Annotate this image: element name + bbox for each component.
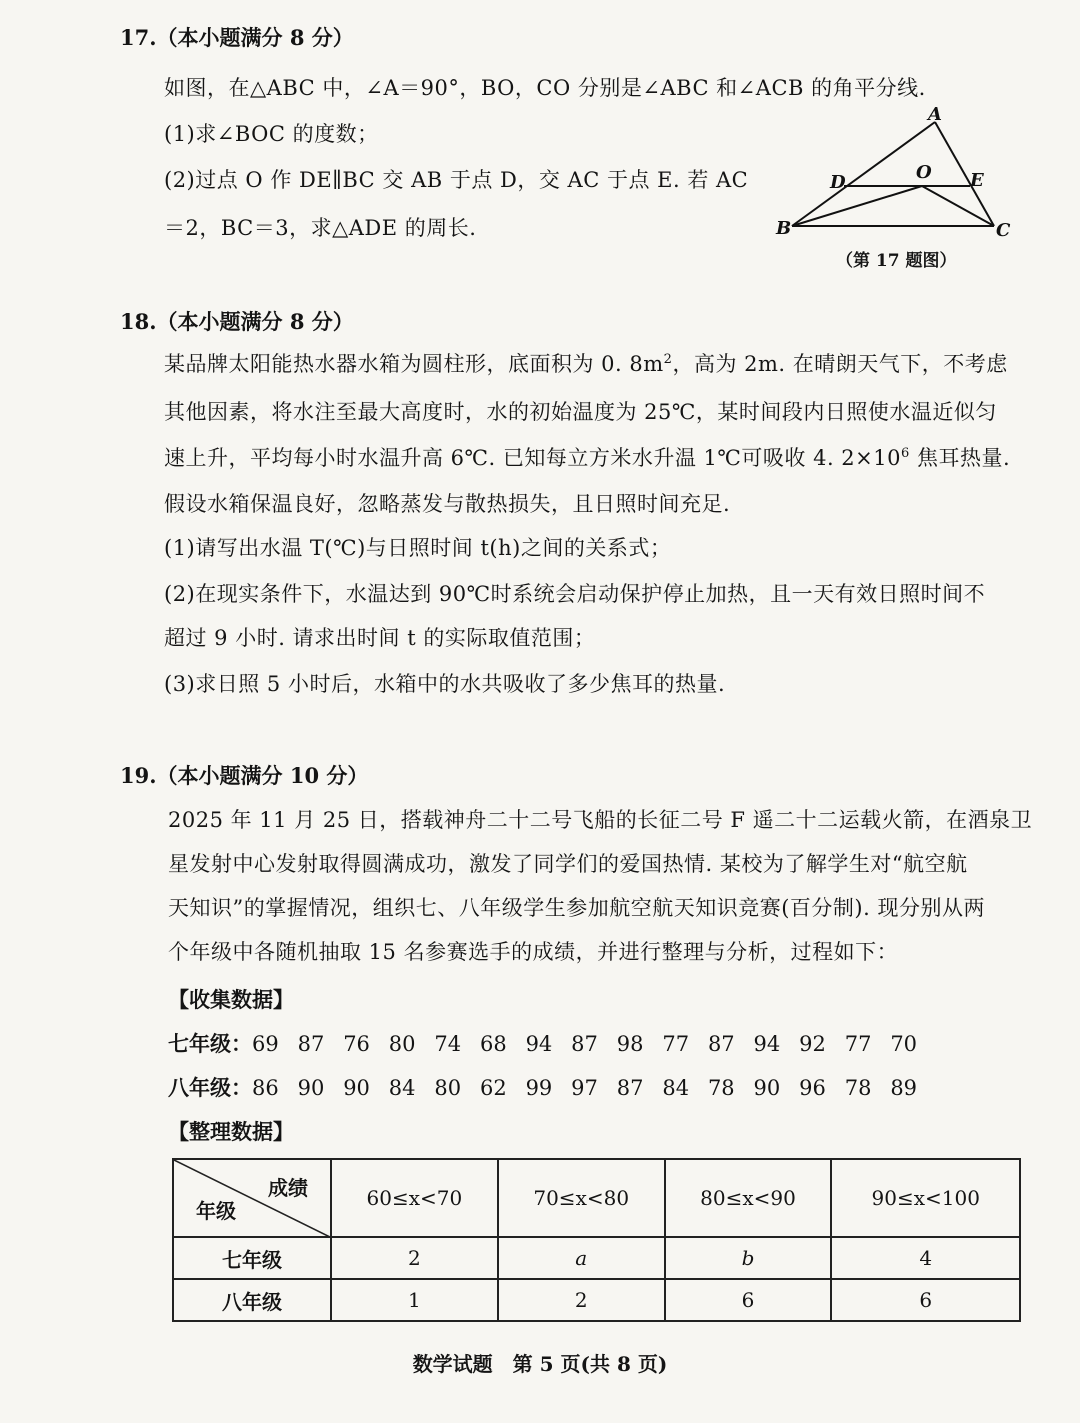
table-row bbox=[173, 1237, 1020, 1279]
table-corner-cell bbox=[173, 1159, 331, 1237]
q19-header: 19.（本小题满分 10 分） bbox=[120, 763, 369, 788]
grade7-scores-row bbox=[168, 1028, 936, 1058]
score-value: 74 bbox=[434, 1032, 462, 1056]
score-value: 86 bbox=[252, 1076, 279, 1100]
page-footer: 数学试题 第 5 页(共 8 页) bbox=[412, 1352, 668, 1376]
table-cell: b bbox=[665, 1237, 832, 1279]
score-value: 89 bbox=[890, 1076, 918, 1100]
column-header: 60≤x<70 bbox=[331, 1159, 498, 1237]
column-header: 70≤x<80 bbox=[498, 1159, 665, 1237]
q17-line-4: ＝2，BC＝3，求△ADE 的周长. bbox=[164, 216, 477, 240]
score-value: 87 bbox=[571, 1032, 598, 1056]
q19-line-4: 个年级中各随机抽取 15 名参赛选手的成绩，并进行整理与分析，过程如下： bbox=[168, 940, 899, 964]
score-value: 94 bbox=[753, 1032, 781, 1056]
q18-line-1: 某品牌太阳能热水器水箱为圆柱形，底面积为 0. $8m^2$，高为 2m. 在晴朗天气下，不考虑 bbox=[164, 352, 1008, 376]
score-value: 84 bbox=[662, 1076, 690, 1100]
table-cell: 4 bbox=[831, 1237, 1020, 1279]
score-value: 94 bbox=[525, 1032, 553, 1056]
q17-line-1: 如图，在△ABC 中，∠A＝90°，BO，CO 分别是∠ABC 和∠ACB 的角平分线. bbox=[164, 76, 926, 100]
q18-line-4: 假设水箱保温良好，忽略蒸发与散热损失，且日照时间充足. bbox=[164, 492, 731, 516]
score-value: 90 bbox=[343, 1076, 370, 1100]
score-value: 87 bbox=[707, 1032, 735, 1056]
score-value: 70 bbox=[890, 1032, 918, 1056]
label-c: C bbox=[996, 220, 1011, 241]
corner-grade-label: 年级 bbox=[196, 1199, 236, 1223]
score-value: 78 bbox=[707, 1076, 735, 1100]
score-value: 99 bbox=[525, 1076, 553, 1100]
frequency-table bbox=[172, 1158, 1021, 1322]
score-value: 90 bbox=[297, 1076, 325, 1100]
segment-bo bbox=[792, 186, 922, 226]
q18-line-7: 超过 9 小时. 请求出时间 t 的实际取值范围； bbox=[164, 626, 596, 650]
label-e: E bbox=[970, 170, 984, 191]
label-a: A bbox=[928, 104, 942, 125]
q17-line-3: (2)过点 O 作 DE∥BC 交 AB 于点 D，交 AC 于点 E. 若 AC bbox=[164, 168, 749, 192]
grade8-scores-row bbox=[168, 1072, 936, 1102]
table-cell: 6 bbox=[665, 1279, 832, 1321]
q17-line-2: (1)求∠BOC 的度数； bbox=[164, 122, 379, 146]
q18-line-8: (3)求日照 5 小时后，水箱中的水共吸收了多少焦耳的热量. bbox=[164, 672, 726, 696]
table-row bbox=[173, 1279, 1020, 1321]
score-value: 68 bbox=[479, 1032, 507, 1056]
triangle-figure bbox=[770, 102, 1030, 242]
score-value: 84 bbox=[388, 1076, 416, 1100]
score-value: 98 bbox=[616, 1032, 644, 1056]
label-b: B bbox=[776, 218, 792, 239]
table-cell: 2 bbox=[498, 1279, 665, 1321]
table-cell: 6 bbox=[831, 1279, 1020, 1321]
score-value: 77 bbox=[844, 1032, 872, 1056]
score-value: 78 bbox=[844, 1076, 872, 1100]
table-cell: a bbox=[498, 1237, 665, 1279]
q18-header: 18.（本小题满分 8 分） bbox=[120, 309, 354, 334]
q19-line-2: 星发射中心发射取得圆满成功，激发了同学们的爱国热情. 某校为了解学生对“航空航 bbox=[168, 852, 968, 876]
score-value: 96 bbox=[799, 1076, 826, 1100]
grade7-label: 七年级： bbox=[168, 1031, 252, 1056]
table-cell: 2 bbox=[331, 1237, 498, 1279]
q18-line-6: (2)在现实条件下，水温达到 90℃时系统会启动保护停止加热，且一天有效日照时间不 bbox=[164, 582, 986, 606]
q18-line-5: (1)请写出水温 T(℃)与日照时间 t(h)之间的关系式； bbox=[164, 536, 672, 560]
table-cell: 1 bbox=[331, 1279, 498, 1321]
collect-data-title: 【收集数据】 bbox=[168, 987, 294, 1012]
score-value: 97 bbox=[571, 1076, 598, 1100]
label-d: D bbox=[830, 172, 846, 193]
score-value: 87 bbox=[616, 1076, 644, 1100]
corner-score-label: 成绩 bbox=[268, 1176, 308, 1200]
segment-ab bbox=[792, 122, 935, 226]
score-value: 90 bbox=[753, 1076, 781, 1100]
score-value: 87 bbox=[297, 1032, 325, 1056]
row-label: 七年级 bbox=[173, 1237, 331, 1279]
score-value: 92 bbox=[799, 1032, 826, 1056]
q17-header: 17.（本小题满分 8 分） bbox=[120, 25, 354, 50]
score-value: 80 bbox=[434, 1076, 462, 1100]
score-value: 80 bbox=[388, 1032, 416, 1056]
score-value: 69 bbox=[252, 1032, 279, 1056]
row-label: 八年级 bbox=[173, 1279, 331, 1321]
column-header: 80≤x<90 bbox=[665, 1159, 832, 1237]
score-value: 77 bbox=[662, 1032, 690, 1056]
figure-caption: （第 17 题图） bbox=[836, 251, 957, 271]
column-header: 90≤x<100 bbox=[831, 1159, 1020, 1237]
grade8-label: 八年级： bbox=[168, 1075, 252, 1100]
q18-line-3: 速上升，平均每小时水温升高 6℃. 已知每立方米水升温 1℃可吸收 4. $2\times 10^6$ 焦耳热量. bbox=[164, 446, 1011, 470]
q19-line-1: 2025 年 11 月 25 日，搭载神舟二十二号飞船的长征二号 F 遥二十二运载火箭，在酒泉卫 bbox=[168, 808, 1033, 832]
organize-data-title: 【整理数据】 bbox=[168, 1119, 294, 1144]
label-o: O bbox=[916, 162, 932, 183]
score-value: 76 bbox=[343, 1032, 370, 1056]
q19-line-3: 天知识”的掌握情况，组织七、八年级学生参加航空航天知识竞赛(百分制). 现分别从两 bbox=[168, 896, 985, 920]
score-value: 62 bbox=[479, 1076, 507, 1100]
q18-line-2: 其他因素，将水注至最大高度时，水的初始温度为 25℃，某时间段内日照使水温近似匀 bbox=[164, 400, 997, 424]
